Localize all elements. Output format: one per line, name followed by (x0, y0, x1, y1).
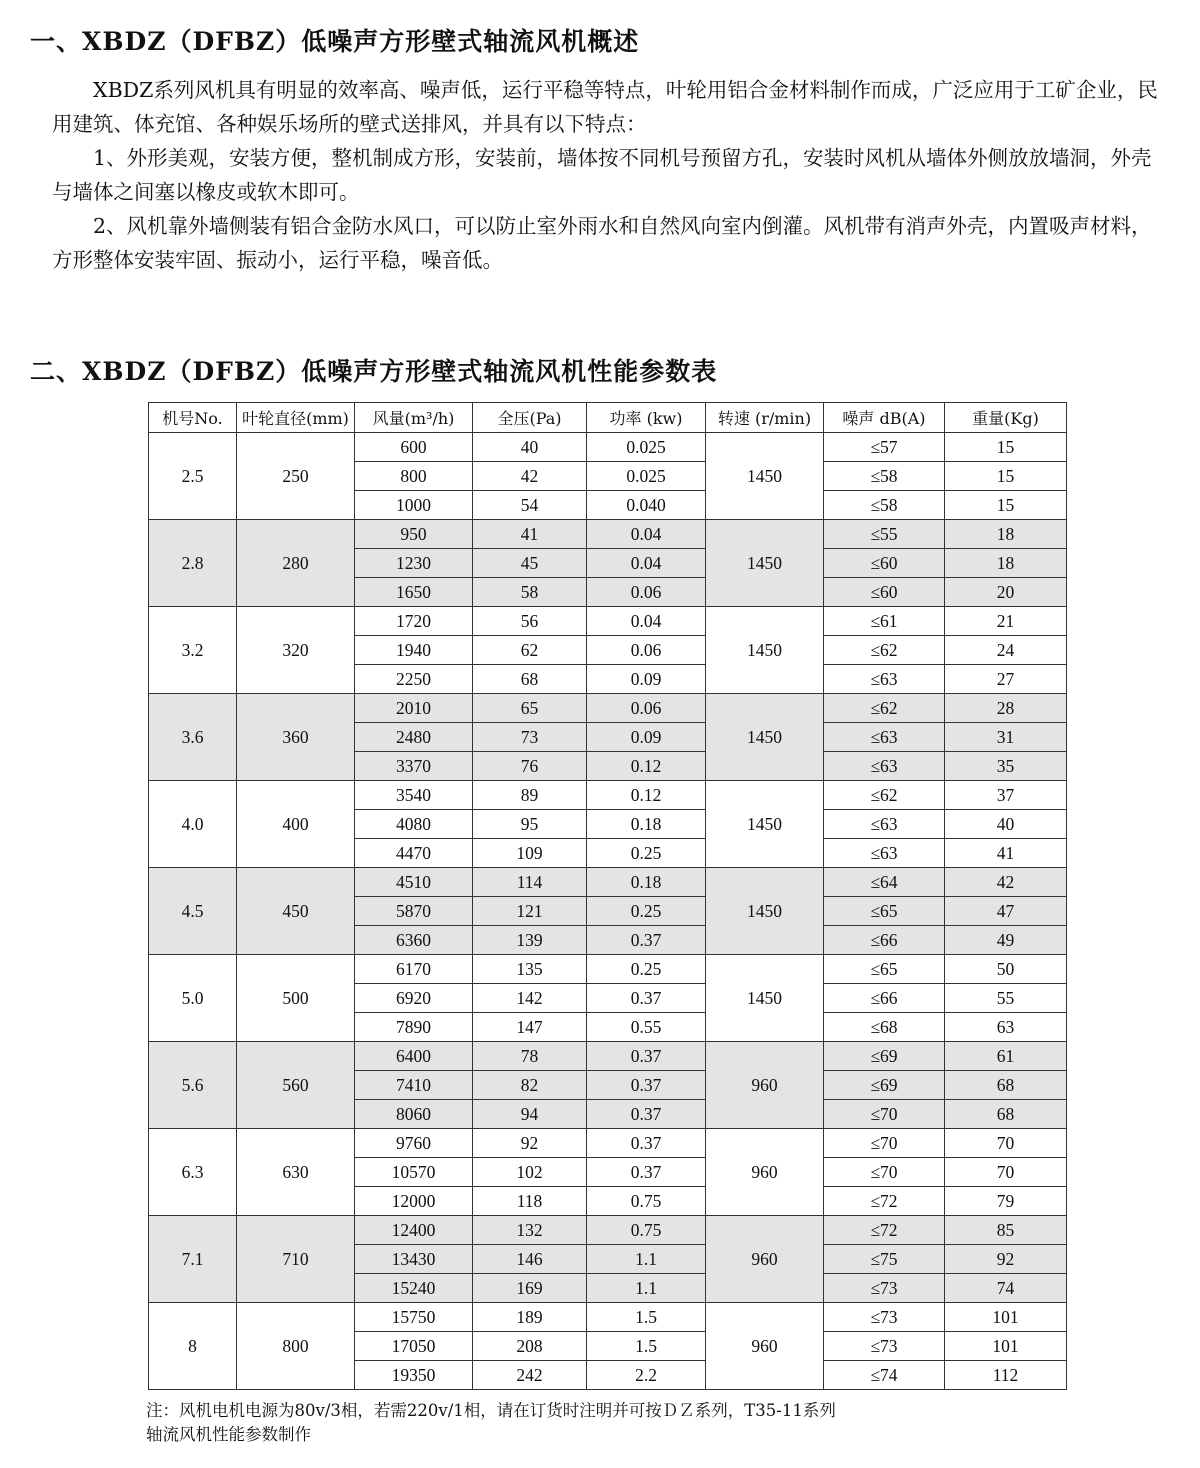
cell-noise: ≤62 (824, 781, 945, 810)
table-row (149, 955, 1067, 984)
cell-power: 0.25 (587, 897, 706, 926)
cell-weight: 37 (945, 781, 1067, 810)
cell-speed: 960 (706, 1129, 824, 1216)
cell-airflow: 1650 (355, 578, 473, 607)
cell-noise: ≤62 (824, 694, 945, 723)
cell-weight: 40 (945, 810, 1067, 839)
cell-airflow: 6920 (355, 984, 473, 1013)
cell-power: 0.18 (587, 810, 706, 839)
cell-noise: ≤72 (824, 1216, 945, 1245)
cell-airflow: 8060 (355, 1100, 473, 1129)
cell-weight: 42 (945, 868, 1067, 897)
cell-noise: ≤66 (824, 984, 945, 1013)
cell-weight: 35 (945, 752, 1067, 781)
intro-text (52, 73, 1167, 277)
cell-airflow: 6360 (355, 926, 473, 955)
cell-power: 0.18 (587, 868, 706, 897)
cell-power: 2.2 (587, 1361, 706, 1390)
cell-weight: 101 (945, 1332, 1067, 1361)
cell-noise: ≤63 (824, 752, 945, 781)
cell-total-pressure: 109 (473, 839, 587, 868)
cell-power: 0.06 (587, 636, 706, 665)
cell-weight: 20 (945, 578, 1067, 607)
cell-weight: 70 (945, 1158, 1067, 1187)
header-noise: 噪声 dB(A) (824, 403, 945, 433)
cell-power: 0.25 (587, 839, 706, 868)
cell-machine-no: 2.8 (149, 520, 237, 607)
cell-power: 0.025 (587, 433, 706, 462)
cell-airflow: 9760 (355, 1129, 473, 1158)
cell-power: 0.55 (587, 1013, 706, 1042)
cell-noise: ≤58 (824, 491, 945, 520)
cell-total-pressure: 242 (473, 1361, 587, 1390)
cell-total-pressure: 62 (473, 636, 587, 665)
cell-airflow: 3370 (355, 752, 473, 781)
cell-airflow: 3540 (355, 781, 473, 810)
cell-impeller-diameter: 630 (237, 1129, 355, 1216)
cell-total-pressure: 82 (473, 1071, 587, 1100)
cell-noise: ≤69 (824, 1042, 945, 1071)
table-row (149, 781, 1067, 810)
cell-total-pressure: 56 (473, 607, 587, 636)
cell-total-pressure: 40 (473, 433, 587, 462)
cell-weight: 15 (945, 462, 1067, 491)
cell-total-pressure: 142 (473, 984, 587, 1013)
cell-power: 1.1 (587, 1245, 706, 1274)
cell-total-pressure: 118 (473, 1187, 587, 1216)
cell-power: 0.12 (587, 781, 706, 810)
cell-noise: ≤60 (824, 549, 945, 578)
cell-noise: ≤73 (824, 1274, 945, 1303)
cell-airflow: 4080 (355, 810, 473, 839)
cell-power: 0.37 (587, 1158, 706, 1187)
cell-noise: ≤61 (824, 607, 945, 636)
cell-total-pressure: 208 (473, 1332, 587, 1361)
cell-total-pressure: 132 (473, 1216, 587, 1245)
cell-power: 0.09 (587, 723, 706, 752)
cell-noise: ≤74 (824, 1361, 945, 1390)
cell-speed: 960 (706, 1216, 824, 1303)
cell-machine-no: 6.3 (149, 1129, 237, 1216)
table-row (149, 1042, 1067, 1071)
cell-total-pressure: 89 (473, 781, 587, 810)
cell-weight: 112 (945, 1361, 1067, 1390)
header-impeller-diameter: 叶轮直径(mm) (237, 403, 355, 433)
cell-total-pressure: 78 (473, 1042, 587, 1071)
cell-power: 0.75 (587, 1216, 706, 1245)
cell-airflow: 6170 (355, 955, 473, 984)
cell-power: 1.5 (587, 1303, 706, 1332)
table-header-row (149, 403, 1067, 433)
cell-airflow: 2250 (355, 665, 473, 694)
cell-total-pressure: 41 (473, 520, 587, 549)
cell-noise: ≤70 (824, 1158, 945, 1187)
cell-airflow: 4510 (355, 868, 473, 897)
cell-airflow: 600 (355, 433, 473, 462)
cell-weight: 92 (945, 1245, 1067, 1274)
cell-airflow: 15240 (355, 1274, 473, 1303)
cell-weight: 47 (945, 897, 1067, 926)
cell-power: 0.25 (587, 955, 706, 984)
cell-speed: 1450 (706, 520, 824, 607)
cell-weight: 15 (945, 433, 1067, 462)
cell-weight: 85 (945, 1216, 1067, 1245)
cell-airflow: 1230 (355, 549, 473, 578)
cell-noise: ≤72 (824, 1187, 945, 1216)
cell-total-pressure: 68 (473, 665, 587, 694)
cell-power: 1.5 (587, 1332, 706, 1361)
footnote-line-1: 注：风机电机电源为80v/3相，若需220v/1相，请在订货时注明并可按ＤＺ系列，T35-11系列 (146, 1401, 836, 1420)
cell-power: 0.37 (587, 1100, 706, 1129)
cell-weight: 50 (945, 955, 1067, 984)
cell-power: 0.04 (587, 520, 706, 549)
cell-airflow: 6400 (355, 1042, 473, 1071)
cell-weight: 18 (945, 520, 1067, 549)
cell-weight: 18 (945, 549, 1067, 578)
cell-power: 0.37 (587, 1129, 706, 1158)
cell-power: 0.37 (587, 984, 706, 1013)
cell-airflow: 17050 (355, 1332, 473, 1361)
cell-impeller-diameter: 400 (237, 781, 355, 868)
cell-total-pressure: 139 (473, 926, 587, 955)
cell-speed: 1450 (706, 955, 824, 1042)
cell-noise: ≤73 (824, 1332, 945, 1361)
cell-machine-no: 3.6 (149, 694, 237, 781)
intro-paragraph-2: 1、外形美观，安装方便，整机制成方形，安装前，墙体按不同机号预留方孔，安装时风机从墙体外侧放放墙洞，外壳与墙体之间塞以橡皮或软木即可。 (52, 146, 1152, 204)
cell-airflow: 13430 (355, 1245, 473, 1274)
cell-noise: ≤63 (824, 665, 945, 694)
cell-noise: ≤68 (824, 1013, 945, 1042)
cell-noise: ≤58 (824, 462, 945, 491)
cell-airflow: 1940 (355, 636, 473, 665)
cell-total-pressure: 146 (473, 1245, 587, 1274)
cell-total-pressure: 95 (473, 810, 587, 839)
cell-impeller-diameter: 710 (237, 1216, 355, 1303)
cell-noise: ≤64 (824, 868, 945, 897)
cell-airflow: 950 (355, 520, 473, 549)
cell-airflow: 2010 (355, 694, 473, 723)
cell-airflow: 10570 (355, 1158, 473, 1187)
cell-machine-no: 5.6 (149, 1042, 237, 1129)
intro-paragraph-3: 2、风机靠外墙侧装有铝合金防水风口，可以防止室外雨水和自然风向室内倒灌。风机带有消声外壳，内置吸声材料，方形整体安装牢固、振动小，运行平稳，噪音低。 (52, 214, 1152, 272)
cell-weight: 15 (945, 491, 1067, 520)
cell-weight: 68 (945, 1071, 1067, 1100)
table-row (149, 694, 1067, 723)
table-row (149, 1129, 1067, 1158)
cell-power: 1.1 (587, 1274, 706, 1303)
cell-power: 0.37 (587, 926, 706, 955)
cell-total-pressure: 135 (473, 955, 587, 984)
cell-weight: 55 (945, 984, 1067, 1013)
cell-weight: 68 (945, 1100, 1067, 1129)
cell-impeller-diameter: 280 (237, 520, 355, 607)
cell-machine-no: 3.2 (149, 607, 237, 694)
cell-power: 0.04 (587, 607, 706, 636)
table-row (149, 520, 1067, 549)
cell-machine-no: 8 (149, 1303, 237, 1390)
cell-noise: ≤63 (824, 723, 945, 752)
cell-noise: ≤66 (824, 926, 945, 955)
cell-machine-no: 7.1 (149, 1216, 237, 1303)
cell-airflow: 800 (355, 462, 473, 491)
cell-machine-no: 5.0 (149, 955, 237, 1042)
cell-noise: ≤63 (824, 839, 945, 868)
cell-impeller-diameter: 450 (237, 868, 355, 955)
cell-noise: ≤63 (824, 810, 945, 839)
cell-airflow: 2480 (355, 723, 473, 752)
cell-weight: 70 (945, 1129, 1067, 1158)
cell-machine-no: 2.5 (149, 433, 237, 520)
cell-machine-no: 4.5 (149, 868, 237, 955)
header-weight: 重量(Kg) (945, 403, 1067, 433)
cell-total-pressure: 92 (473, 1129, 587, 1158)
cell-power: 0.04 (587, 549, 706, 578)
cell-total-pressure: 76 (473, 752, 587, 781)
table-row (149, 1303, 1067, 1332)
cell-power: 0.025 (587, 462, 706, 491)
cell-speed: 1450 (706, 781, 824, 868)
header-machine-no: 机号No. (149, 403, 237, 433)
cell-total-pressure: 102 (473, 1158, 587, 1187)
cell-airflow: 19350 (355, 1361, 473, 1390)
cell-speed: 960 (706, 1303, 824, 1390)
cell-total-pressure: 147 (473, 1013, 587, 1042)
header-speed: 转速 (r/min) (706, 403, 824, 433)
cell-airflow: 1000 (355, 491, 473, 520)
cell-airflow: 5870 (355, 897, 473, 926)
cell-noise: ≤57 (824, 433, 945, 462)
cell-total-pressure: 58 (473, 578, 587, 607)
cell-speed: 1450 (706, 607, 824, 694)
cell-noise: ≤65 (824, 955, 945, 984)
cell-power: 0.09 (587, 665, 706, 694)
cell-machine-no: 4.0 (149, 781, 237, 868)
cell-speed: 1450 (706, 868, 824, 955)
table-row (149, 868, 1067, 897)
cell-noise: ≤62 (824, 636, 945, 665)
cell-power: 0.75 (587, 1187, 706, 1216)
cell-impeller-diameter: 800 (237, 1303, 355, 1390)
cell-impeller-diameter: 320 (237, 607, 355, 694)
footnote-line-2: 轴流风机性能参数制作 (146, 1425, 311, 1444)
header-airflow: 风量(m³/h) (355, 403, 473, 433)
cell-weight: 101 (945, 1303, 1067, 1332)
cell-impeller-diameter: 250 (237, 433, 355, 520)
performance-table (148, 402, 1067, 1390)
cell-total-pressure: 169 (473, 1274, 587, 1303)
cell-total-pressure: 114 (473, 868, 587, 897)
cell-power: 0.37 (587, 1042, 706, 1071)
cell-power: 0.06 (587, 578, 706, 607)
cell-airflow: 1720 (355, 607, 473, 636)
cell-airflow: 12000 (355, 1187, 473, 1216)
cell-weight: 27 (945, 665, 1067, 694)
cell-total-pressure: 45 (473, 549, 587, 578)
cell-speed: 1450 (706, 433, 824, 520)
section1-title: 一、XBDZ（DFBZ）低噪声方形壁式轴流风机概述 (30, 27, 640, 56)
cell-total-pressure: 94 (473, 1100, 587, 1129)
cell-noise: ≤75 (824, 1245, 945, 1274)
cell-noise: ≤60 (824, 578, 945, 607)
cell-power: 0.040 (587, 491, 706, 520)
cell-noise: ≤65 (824, 897, 945, 926)
cell-weight: 41 (945, 839, 1067, 868)
cell-total-pressure: 189 (473, 1303, 587, 1332)
intro-paragraph-1: XBDZ系列风机具有明显的效率高、噪声低，运行平稳等特点，叶轮用铝合金材料制作而成，广泛应用于工矿企业，民用建筑、体充馆、各种娱乐场所的壁式送排风，并具有以下特点： (52, 78, 1158, 136)
cell-airflow: 7890 (355, 1013, 473, 1042)
cell-weight: 31 (945, 723, 1067, 752)
cell-total-pressure: 73 (473, 723, 587, 752)
cell-speed: 1450 (706, 694, 824, 781)
cell-power: 0.12 (587, 752, 706, 781)
cell-noise: ≤70 (824, 1100, 945, 1129)
cell-weight: 49 (945, 926, 1067, 955)
cell-weight: 79 (945, 1187, 1067, 1216)
cell-noise: ≤69 (824, 1071, 945, 1100)
cell-weight: 61 (945, 1042, 1067, 1071)
section2-title: 二、XBDZ（DFBZ）低噪声方形壁式轴流风机性能参数表 (30, 357, 718, 386)
cell-airflow: 4470 (355, 839, 473, 868)
table-row (149, 433, 1067, 462)
cell-power: 0.37 (587, 1071, 706, 1100)
footnote (146, 1399, 836, 1447)
cell-total-pressure: 121 (473, 897, 587, 926)
cell-power: 0.06 (587, 694, 706, 723)
cell-impeller-diameter: 360 (237, 694, 355, 781)
table-row (149, 1216, 1067, 1245)
table-body (149, 433, 1067, 1390)
cell-noise: ≤70 (824, 1129, 945, 1158)
cell-total-pressure: 65 (473, 694, 587, 723)
cell-speed: 960 (706, 1042, 824, 1129)
cell-weight: 28 (945, 694, 1067, 723)
cell-airflow: 7410 (355, 1071, 473, 1100)
cell-airflow: 12400 (355, 1216, 473, 1245)
cell-noise: ≤55 (824, 520, 945, 549)
cell-impeller-diameter: 560 (237, 1042, 355, 1129)
cell-impeller-diameter: 500 (237, 955, 355, 1042)
cell-noise: ≤73 (824, 1303, 945, 1332)
header-total-pressure: 全压(Pa) (473, 403, 587, 433)
table-row (149, 607, 1067, 636)
cell-weight: 63 (945, 1013, 1067, 1042)
cell-weight: 24 (945, 636, 1067, 665)
cell-weight: 74 (945, 1274, 1067, 1303)
cell-airflow: 15750 (355, 1303, 473, 1332)
header-power: 功率 (kw) (587, 403, 706, 433)
cell-weight: 21 (945, 607, 1067, 636)
cell-total-pressure: 42 (473, 462, 587, 491)
cell-total-pressure: 54 (473, 491, 587, 520)
